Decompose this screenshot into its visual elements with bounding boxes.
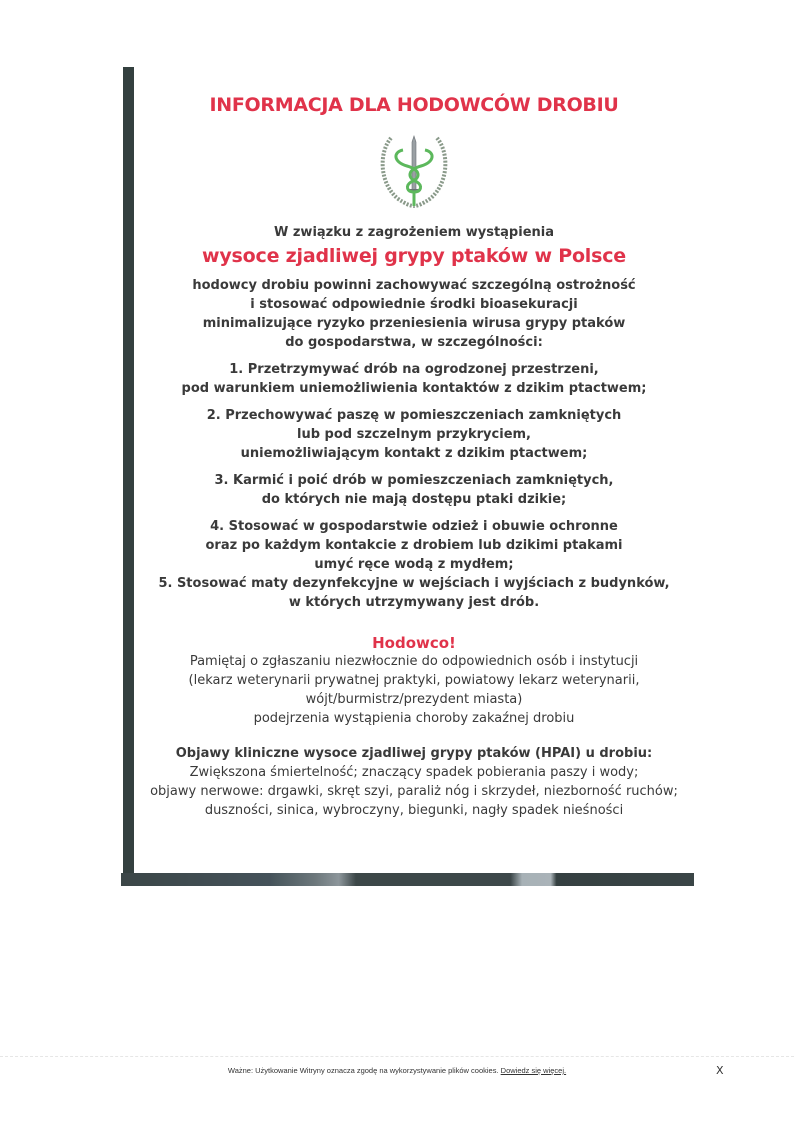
cookie-text: Ważne: Użytkowanie Witryny oznacza zgodę na wykorzystywanie plików cookies. — [227, 1066, 499, 1075]
symptoms-line: Zwiększona śmiertelność; znaczący spadek pobierania paszy i wody; — [189, 765, 639, 780]
item-line: oraz po każdym kontakcie z drobiem lub dzikimi ptakami — [205, 538, 623, 553]
symptoms-heading: Objawy kliniczne wysoce zjadliwej grypy ptaków (HPAI) u drobiu: — [175, 746, 653, 761]
caduceus-logo-icon — [377, 130, 451, 210]
lead-line: hodowcy drobiu powinni zachowywać szczególną ostrożność — [192, 278, 636, 293]
appeal-paragraph — [134, 652, 694, 728]
symptoms-line: duszności, sinica, wybroczyny, biegunki, nagły spadek nieśności — [204, 803, 624, 818]
list-item-2 — [134, 406, 694, 463]
item-line: uniemożliwiającym kontakt z dzikim ptactwem; — [240, 446, 588, 461]
appeal-line: (lekarz weterynarii prywatnej praktyki, powiatowy lekarz weterynarii, — [188, 673, 640, 688]
appeal-line: podejrzenia wystąpienia choroby zakaźnej drobiu — [253, 711, 575, 726]
lead-line: minimalizujące ryzyko przeniesienia wirusa grypy ptaków — [202, 316, 626, 331]
appeal-line: wójt/burmistrz/prezydent miasta) — [305, 692, 523, 707]
list-item-4 — [134, 517, 694, 574]
frame-bottom-bar — [121, 873, 694, 886]
item-line: 3. Karmić i poić drób w pomieszczeniach zamkniętych, — [214, 473, 614, 488]
item-line: 2. Przechowywać paszę w pomieszczeniach zamkniętych — [206, 408, 622, 423]
list-item-5 — [134, 574, 694, 612]
list-item-1 — [134, 360, 694, 398]
item-line: w których utrzymywany jest drób. — [288, 595, 540, 610]
lead-line: do gospodarstwa, w szczególności: — [285, 335, 543, 350]
item-line: 5. Stosować maty dezynfekcyjne w wejściach i wyjściach z budynków, — [158, 576, 670, 591]
symptoms-line: objawy nerwowe: drgawki, skręt szyi, paraliż nóg i skrzydeł, niezborność ruchów; — [150, 784, 678, 799]
cookie-bar — [0, 1056, 794, 1085]
poster-title: INFORMACJA DLA HODOWCÓW DROBIU — [209, 94, 619, 116]
learn-more-link[interactable]: Dowiedz się więcej. — [500, 1066, 567, 1075]
item-line: 4. Stosować w gospodarstwie odzież i obuwie ochronne — [210, 519, 618, 534]
symptoms-paragraph — [114, 763, 714, 820]
item-line: 1. Przetrzymywać drób na ogrodzonej przestrzeni, — [229, 362, 599, 377]
close-icon[interactable]: X — [716, 1064, 724, 1077]
lead-paragraph — [134, 276, 694, 352]
item-line: umyć ręce wodą z mydłem; — [314, 557, 514, 572]
appeal-line: Pamiętaj o zgłaszaniu niezwłocznie do odpowiednich osób i instytucji — [189, 654, 639, 669]
intro-line: W związku z zagrożeniem wystąpienia — [274, 225, 554, 240]
headline: wysoce zjadliwej grypy ptaków w Polsce — [202, 245, 626, 267]
appeal-heading: Hodowco! — [372, 634, 456, 652]
item-line: do których nie mają dostępu ptaki dzikie; — [261, 492, 567, 507]
cookie-notice — [0, 1066, 794, 1075]
lead-line: i stosować odpowiednie środki bioasekuracji — [250, 297, 578, 312]
poster — [134, 67, 694, 820]
list-item-3 — [134, 471, 694, 509]
item-line: pod warunkiem uniemożliwienia kontaktów z dzikim ptactwem; — [181, 381, 647, 396]
item-line: lub pod szczelnym przykryciem, — [296, 427, 531, 442]
